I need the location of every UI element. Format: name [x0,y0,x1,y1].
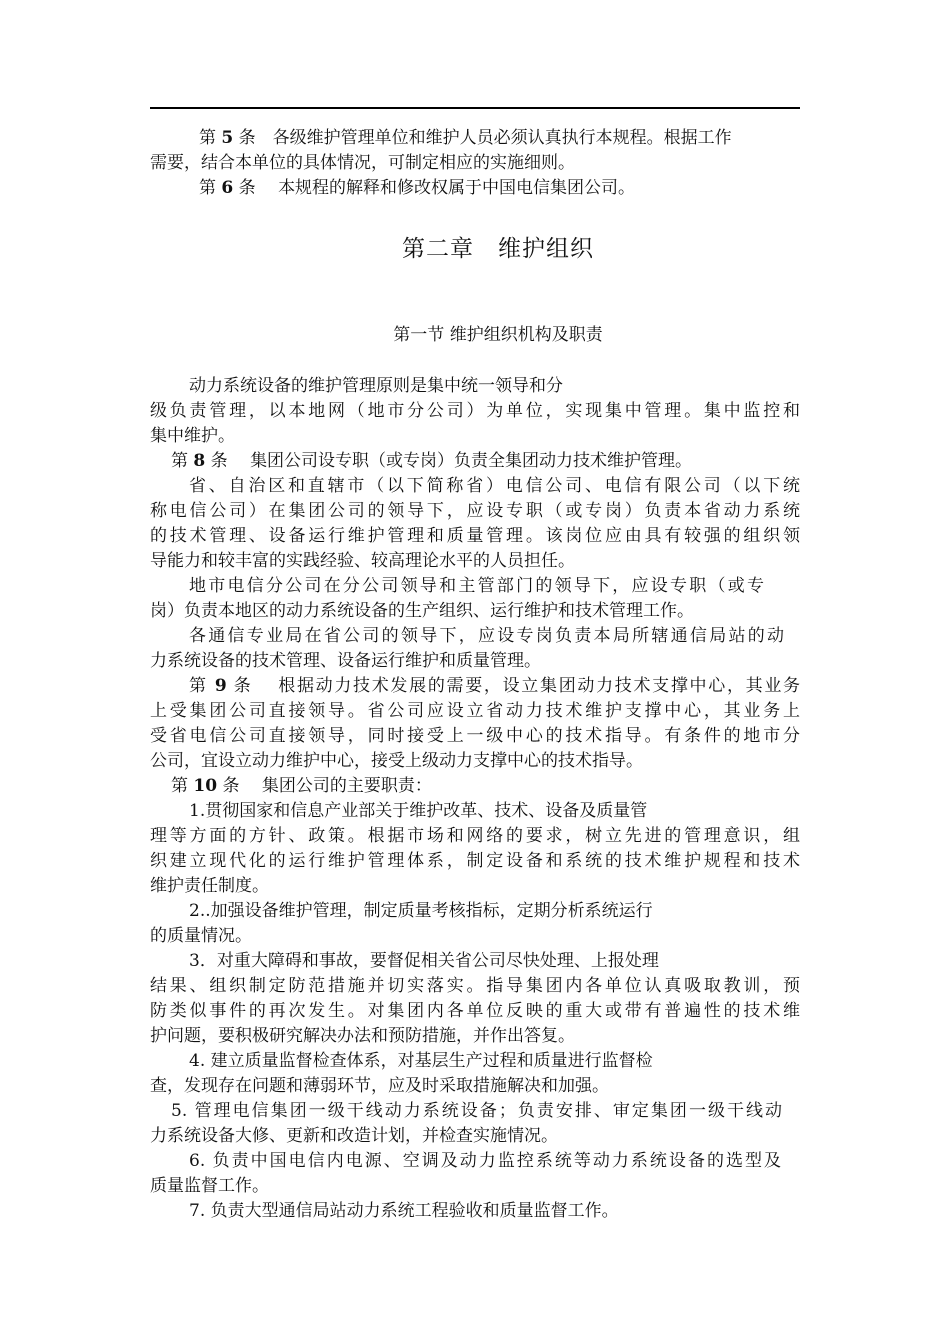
section-title: 第一节 维护组织机构及职责 [393,325,603,345]
item-1-line-3: 织建立现代化的运行维护管理体系，制定设备和系统的技术维护规程和技术 [150,851,800,871]
item-2-line-2: 的质量情况。 [150,926,252,946]
article-5-line-1: 第 5 条 各级维护管理单位和维护人员必须认真执行本规程。根据工作 [199,128,732,148]
header-rule [150,107,800,109]
principle-line-1: 动力系统设备的维护管理原则是集中统一领导和分 [189,376,563,396]
article-9-line-1: 第 9 条 根据动力技术发展的需要，设立集团动力技术支撑中心，其业务 [189,676,801,696]
article-9-line-3: 受省电信公司直接领导，同时接受上一级中心的技术指导。有条件的地市分 [150,726,800,746]
item-4-line-2: 查，发现存在问题和薄弱环节，应及时采取措施解决和加强。 [150,1076,609,1096]
item-3-line-1: 3．对重大障碍和事故，要督促相关省公司尽快处理、上报处理 [189,951,659,971]
province-line-2: 称电信公司）在集团公司的领导下，应设专职（或专岗）负责本省动力系统 [150,501,800,521]
province-line-3: 的技术管理、设备运行维护管理和质量管理。该岗位应由具有较强的组织领 [150,526,800,546]
province-line-1: 省、自治区和直辖市（以下简称省）电信公司、电信有限公司（以下统 [189,476,800,496]
item-6-line-2: 质量监督工作。 [150,1176,269,1196]
item-6-line-1: 6. 负责中国电信内电源、空调及动力监控系统等动力系统设备的选型及 [189,1151,781,1171]
item-1-line-2: 理等方面的方针、政策。根据市场和网络的要求，树立先进的管理意识，组 [150,826,800,846]
article-8-line-1: 第 8 条 集团公司设专职（或专岗）负责全集团动力技术维护管理。 [171,451,693,471]
item-3-line-3: 防类似事件的再次发生。对集团内各单位反映的重大或带有普遍性的技术维 [150,1001,800,1021]
item-1-line-1: 1.贯彻国家和信息产业部关于维护改革、技术、设备及质量管 [189,801,648,821]
item-3-line-2: 结果、组织制定防范措施并切实落实。指导集团内各单位认真吸取教训，预 [150,976,800,996]
principle-line-3: 集中维护。 [150,426,235,446]
item-2-line-1: 2..加强设备维护管理，制定质量考核指标，定期分析系统运行 [189,901,653,921]
item-5-line-1: 5. 管理电信集团一级干线动力系统设备；负责安排、审定集团一级干线动 [171,1101,782,1121]
article-9-line-2: 上受集团公司直接领导。省公司应设立省动力技术维护支撑中心，其业务上 [150,701,800,721]
city-line-2: 岗）负责本地区的动力系统设备的生产组织、运行维护和技术管理工作。 [150,601,694,621]
item-1-line-4: 维护责任制度。 [150,876,269,896]
article-10-line-1: 第 10 条 集团公司的主要职责： [171,776,432,796]
item-4-line-1: 4. 建立质量监督检查体系，对基层生产过程和质量进行监督检 [189,1051,653,1071]
bureau-line-2: 力系统设备的技术管理、设备运行维护和质量管理。 [150,651,541,671]
city-line-1: 地市电信分公司在分公司领导和主管部门的领导下，应设专职（或专 [189,576,764,596]
item-5-line-2: 力系统设备大修、更新和改造计划，并检查实施情况。 [150,1126,558,1146]
bureau-line-1: 各通信专业局在省公司的领导下，应设专岗负责本局所辖通信局站的动 [189,626,784,646]
chapter-title: 第二章 维护组织 [402,236,594,262]
article-9-line-4: 公司，宜设立动力维护中心，接受上级动力支撑中心的技术指导。 [150,751,643,771]
article-5-line-2: 需要，结合本单位的具体情况，可制定相应的实施细则。 [150,153,575,173]
item-3-line-4: 护问题，要积极研究解决办法和预防措施，并作出答复。 [150,1026,575,1046]
province-line-4: 导能力和较丰富的实践经验、较高理论水平的人员担任。 [150,551,575,571]
principle-line-2: 级负责管理，以本地网（地市分公司）为单位，实现集中管理。集中监控和 [150,401,800,421]
article-6-line-1: 第 6 条 本规程的解释和修改权属于中国电信集团公司。 [199,178,636,198]
item-7-line-1: 7. 负责大型通信局站动力系统工程验收和质量监督工作。 [189,1201,619,1221]
